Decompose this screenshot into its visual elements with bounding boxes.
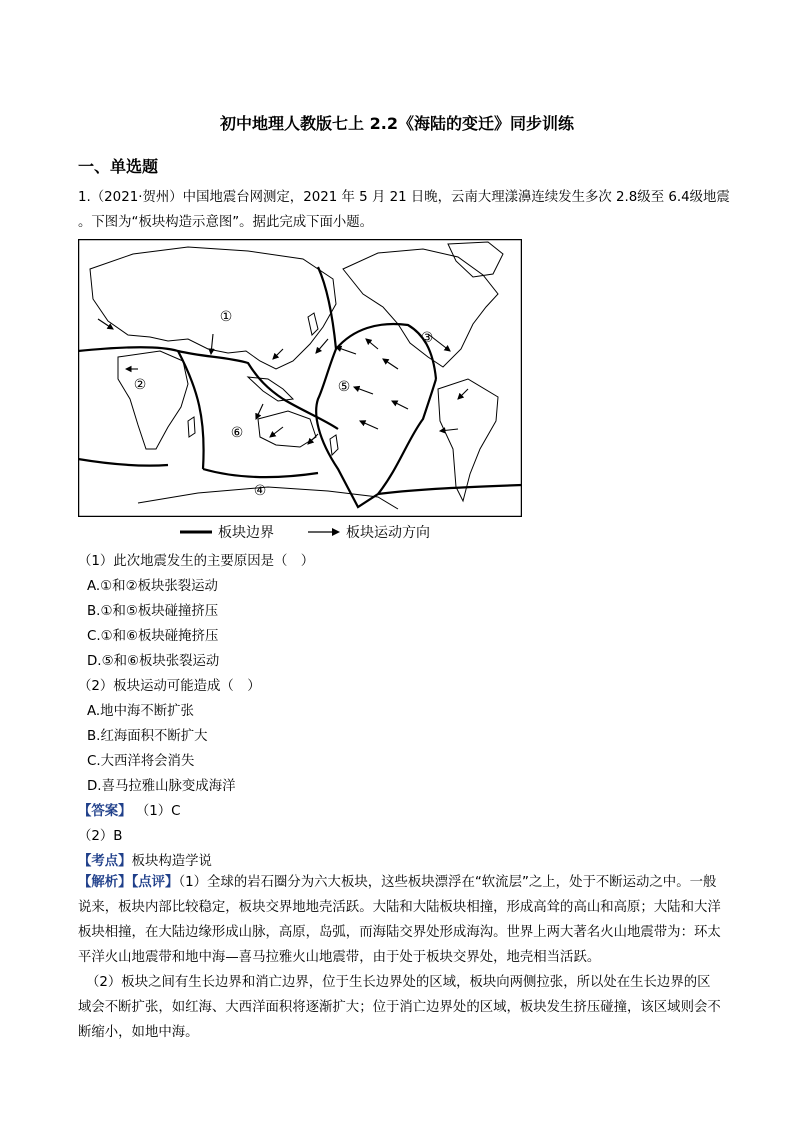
plate-label-6: ⑥ [230, 425, 244, 441]
analysis-text-1: （1）全球的岩石圈分为六大板块，这些板块漂浮在“软流层”之上，处于不断运动之中。一般说来，板块内部比较稳定，板块交界地地壳活跃。大陆和大陆板块相撞，形成高耸的高山和高原；大陆和大洋板块相撞，在大陆边缘形成山脉，高原，岛弧，而海陆交界处形成海沟。世界上两大著名火山地震带为：环太平洋火山地震带和地中海—喜马拉雅火山地震带，由于处于板块交界处，地壳相当活跃。 [78, 875, 721, 965]
plate-label-5: ⑤ [337, 379, 351, 395]
map-legend [180, 522, 480, 542]
question-1-intro-line-2: 。下图为“板块构造示意图”。据此完成下面小题。 [78, 215, 374, 230]
subquestion-1-option-d: D.⑤和⑥板块张裂运动 [87, 654, 220, 669]
subquestion-1-option-c: C.①和⑥板块碰掩挤压 [87, 629, 219, 644]
question-1-intro-line-1: 1.（2021·贺州）中国地震台网测定，2021 年 5 月 21 日晚，云南大理漾濞连续发生多次 2.8级至 6.4级地震 [78, 190, 730, 205]
answer-1: （1）C [135, 804, 181, 819]
subquestion-1-stem: （1）此次地震发生的主要原因是（ ） [78, 554, 315, 569]
plate-label-2: ② [133, 377, 147, 393]
subquestion-2-stem: （2）板块运动可能造成（ ） [78, 679, 261, 694]
subquestion-1-option-b: B.①和⑤板块碰撞挤压 [87, 604, 219, 619]
analysis-paragraph-1 [78, 870, 723, 970]
answer-tag: 【答案】 [78, 804, 132, 819]
key-point-tag: 【考点】 [78, 854, 132, 869]
legend-boundary-label: 板块边界 [218, 525, 274, 541]
plate-label-1: ① [219, 309, 233, 325]
key-point-line [78, 850, 212, 869]
subquestion-2-option-c: C.大西洋将会消失 [87, 754, 195, 769]
plate-tectonics-map [78, 239, 522, 517]
answer-2: （2）B [78, 829, 123, 844]
key-point-text: 板块构造学说 [131, 854, 212, 869]
comment-tag: 【点评】 [131, 875, 179, 890]
section-heading: 一、单选题 [78, 157, 159, 176]
answer-line [78, 800, 180, 819]
document-title: 初中地理人教版七上 2.2《海陆的变迁》同步训练 [220, 114, 574, 133]
legend-direction-label: 板块运动方向 [346, 525, 430, 541]
analysis-paragraph-2: （2）板块之间有生长边界和消亡边界，位于生长边界处的区域，板块向两侧拉张，所以处在生长边界的区域会不断扩张，如红海、大西洋面积将逐渐扩大；位于消亡边界处的区域，板块发生挤压碰撞，该区域则会不断缩小，如地中海。 [78, 975, 721, 1040]
subquestion-2-option-b: B.红海面积不断扩大 [87, 729, 208, 744]
subquestion-2-option-d: D.喜马拉雅山脉变成海洋 [87, 779, 236, 794]
legend-arrow-icon [332, 528, 340, 536]
subquestion-1-option-a: A.①和②板块张裂运动 [87, 579, 218, 594]
plate-label-4: ④ [253, 483, 267, 499]
plate-label-3: ③ [420, 330, 434, 346]
analysis-tag: 【解析】 [78, 875, 132, 890]
subquestion-2-option-a: A.地中海不断扩张 [87, 704, 194, 719]
